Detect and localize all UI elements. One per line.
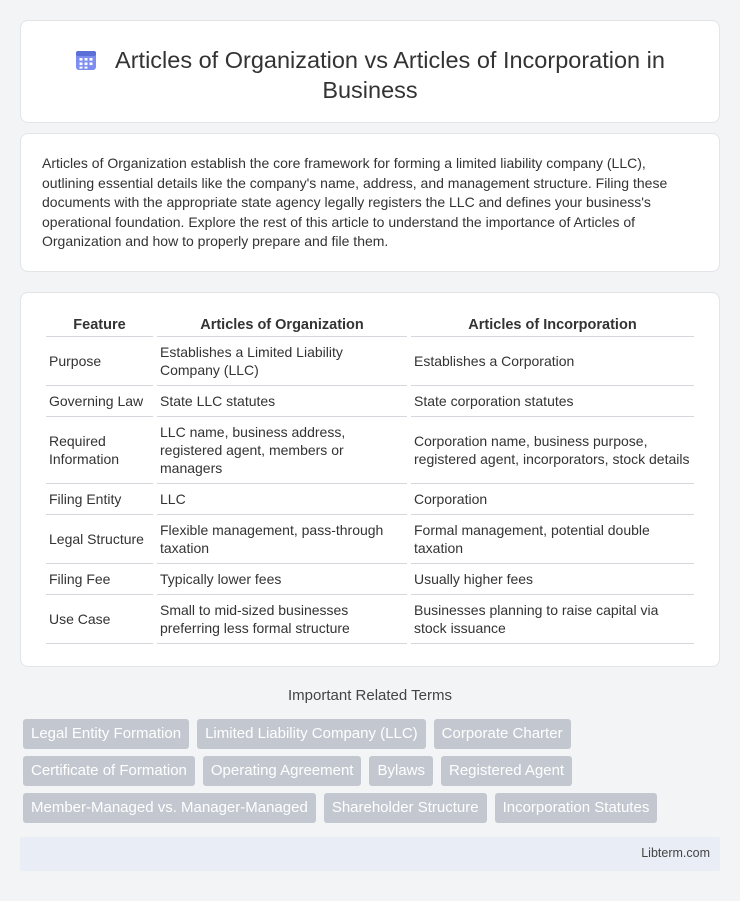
table-cell-incorporation: Corporation bbox=[411, 484, 694, 515]
title-card bbox=[20, 20, 720, 123]
tag-shareholder-structure[interactable]: Shareholder Structure bbox=[324, 793, 487, 823]
table-cell-incorporation: Businesses planning to raise capital via stock issuance bbox=[411, 595, 694, 644]
table-row bbox=[46, 564, 694, 595]
footer bbox=[20, 837, 720, 871]
table-cell-feature: Required Information bbox=[46, 417, 153, 484]
tag-registered-agent[interactable]: Registered Agent bbox=[441, 756, 572, 786]
table-cell-organization: LLC bbox=[157, 484, 407, 515]
related-terms-tags bbox=[23, 719, 713, 823]
table-row bbox=[46, 337, 694, 386]
table-cell-incorporation: Usually higher fees bbox=[411, 564, 694, 595]
tag-certificate-of-formation[interactable]: Certificate of Formation bbox=[23, 756, 195, 786]
table-row bbox=[46, 417, 694, 484]
related-terms-title: Important Related Terms bbox=[288, 687, 452, 704]
tag-member-managed-vs-manager-managed[interactable]: Member-Managed vs. Manager-Managed bbox=[23, 793, 316, 823]
table-cell-organization: Establishes a Limited Liability Company (LLC) bbox=[157, 337, 407, 386]
table-row bbox=[46, 515, 694, 564]
footer-site-link[interactable]: Libterm.com bbox=[641, 846, 710, 860]
header-articles-of-organization: Articles of Organization bbox=[157, 309, 407, 337]
table-cell-feature: Filing Fee bbox=[46, 564, 153, 595]
table-cell-incorporation: Formal management, potential double taxation bbox=[411, 515, 694, 564]
table-cell-organization: Typically lower fees bbox=[157, 564, 407, 595]
table-cell-feature: Use Case bbox=[46, 595, 153, 644]
table-cell-incorporation: State corporation statutes bbox=[411, 386, 694, 417]
comparison-table-card bbox=[20, 292, 720, 667]
table-cell-organization: Small to mid-sized businesses preferring less formal structure bbox=[157, 595, 407, 644]
table-row bbox=[46, 386, 694, 417]
table-cell-incorporation: Establishes a Corporation bbox=[411, 337, 694, 386]
tag-legal-entity-formation[interactable]: Legal Entity Formation bbox=[23, 719, 189, 749]
page-title-wrap bbox=[21, 45, 719, 105]
tag-limited-liability-company[interactable]: Limited Liability Company (LLC) bbox=[197, 719, 426, 749]
header-feature: Feature bbox=[46, 309, 153, 337]
intro-paragraph: Articles of Organization establish the core framework for forming a limited liability company (LLC), outlining essential details like the company's name, address, and management structure. Filing these documents with the appropriate state agency legally registers the LLC and defines your business's operational foundation. Explore the rest of this article to understand the importance of Articles of Organization and how to properly prepare and file them. bbox=[42, 155, 668, 249]
tag-corporate-charter[interactable]: Corporate Charter bbox=[434, 719, 571, 749]
header-articles-of-incorporation: Articles of Incorporation bbox=[411, 309, 694, 337]
table-cell-organization: LLC name, business address, registered agent, members or managers bbox=[157, 417, 407, 484]
table-row bbox=[46, 595, 694, 644]
table-row bbox=[46, 484, 694, 515]
table-cell-organization: State LLC statutes bbox=[157, 386, 407, 417]
comparison-table bbox=[42, 309, 698, 644]
table-cell-organization: Flexible management, pass-through taxation bbox=[157, 515, 407, 564]
table-cell-feature: Legal Structure bbox=[46, 515, 153, 564]
page-title: Articles of Organization vs Articles of Incorporation in Business bbox=[115, 47, 665, 103]
calendar-grid-icon bbox=[75, 49, 97, 71]
intro-card bbox=[20, 133, 720, 272]
tag-operating-agreement[interactable]: Operating Agreement bbox=[203, 756, 362, 786]
tag-bylaws[interactable]: Bylaws bbox=[369, 756, 433, 786]
table-header-row bbox=[46, 309, 694, 337]
table-cell-feature: Governing Law bbox=[46, 386, 153, 417]
table-cell-feature: Filing Entity bbox=[46, 484, 153, 515]
tag-incorporation-statutes[interactable]: Incorporation Statutes bbox=[495, 793, 658, 823]
table-cell-incorporation: Corporation name, business purpose, registered agent, incorporators, stock details bbox=[411, 417, 694, 484]
table-cell-feature: Purpose bbox=[46, 337, 153, 386]
